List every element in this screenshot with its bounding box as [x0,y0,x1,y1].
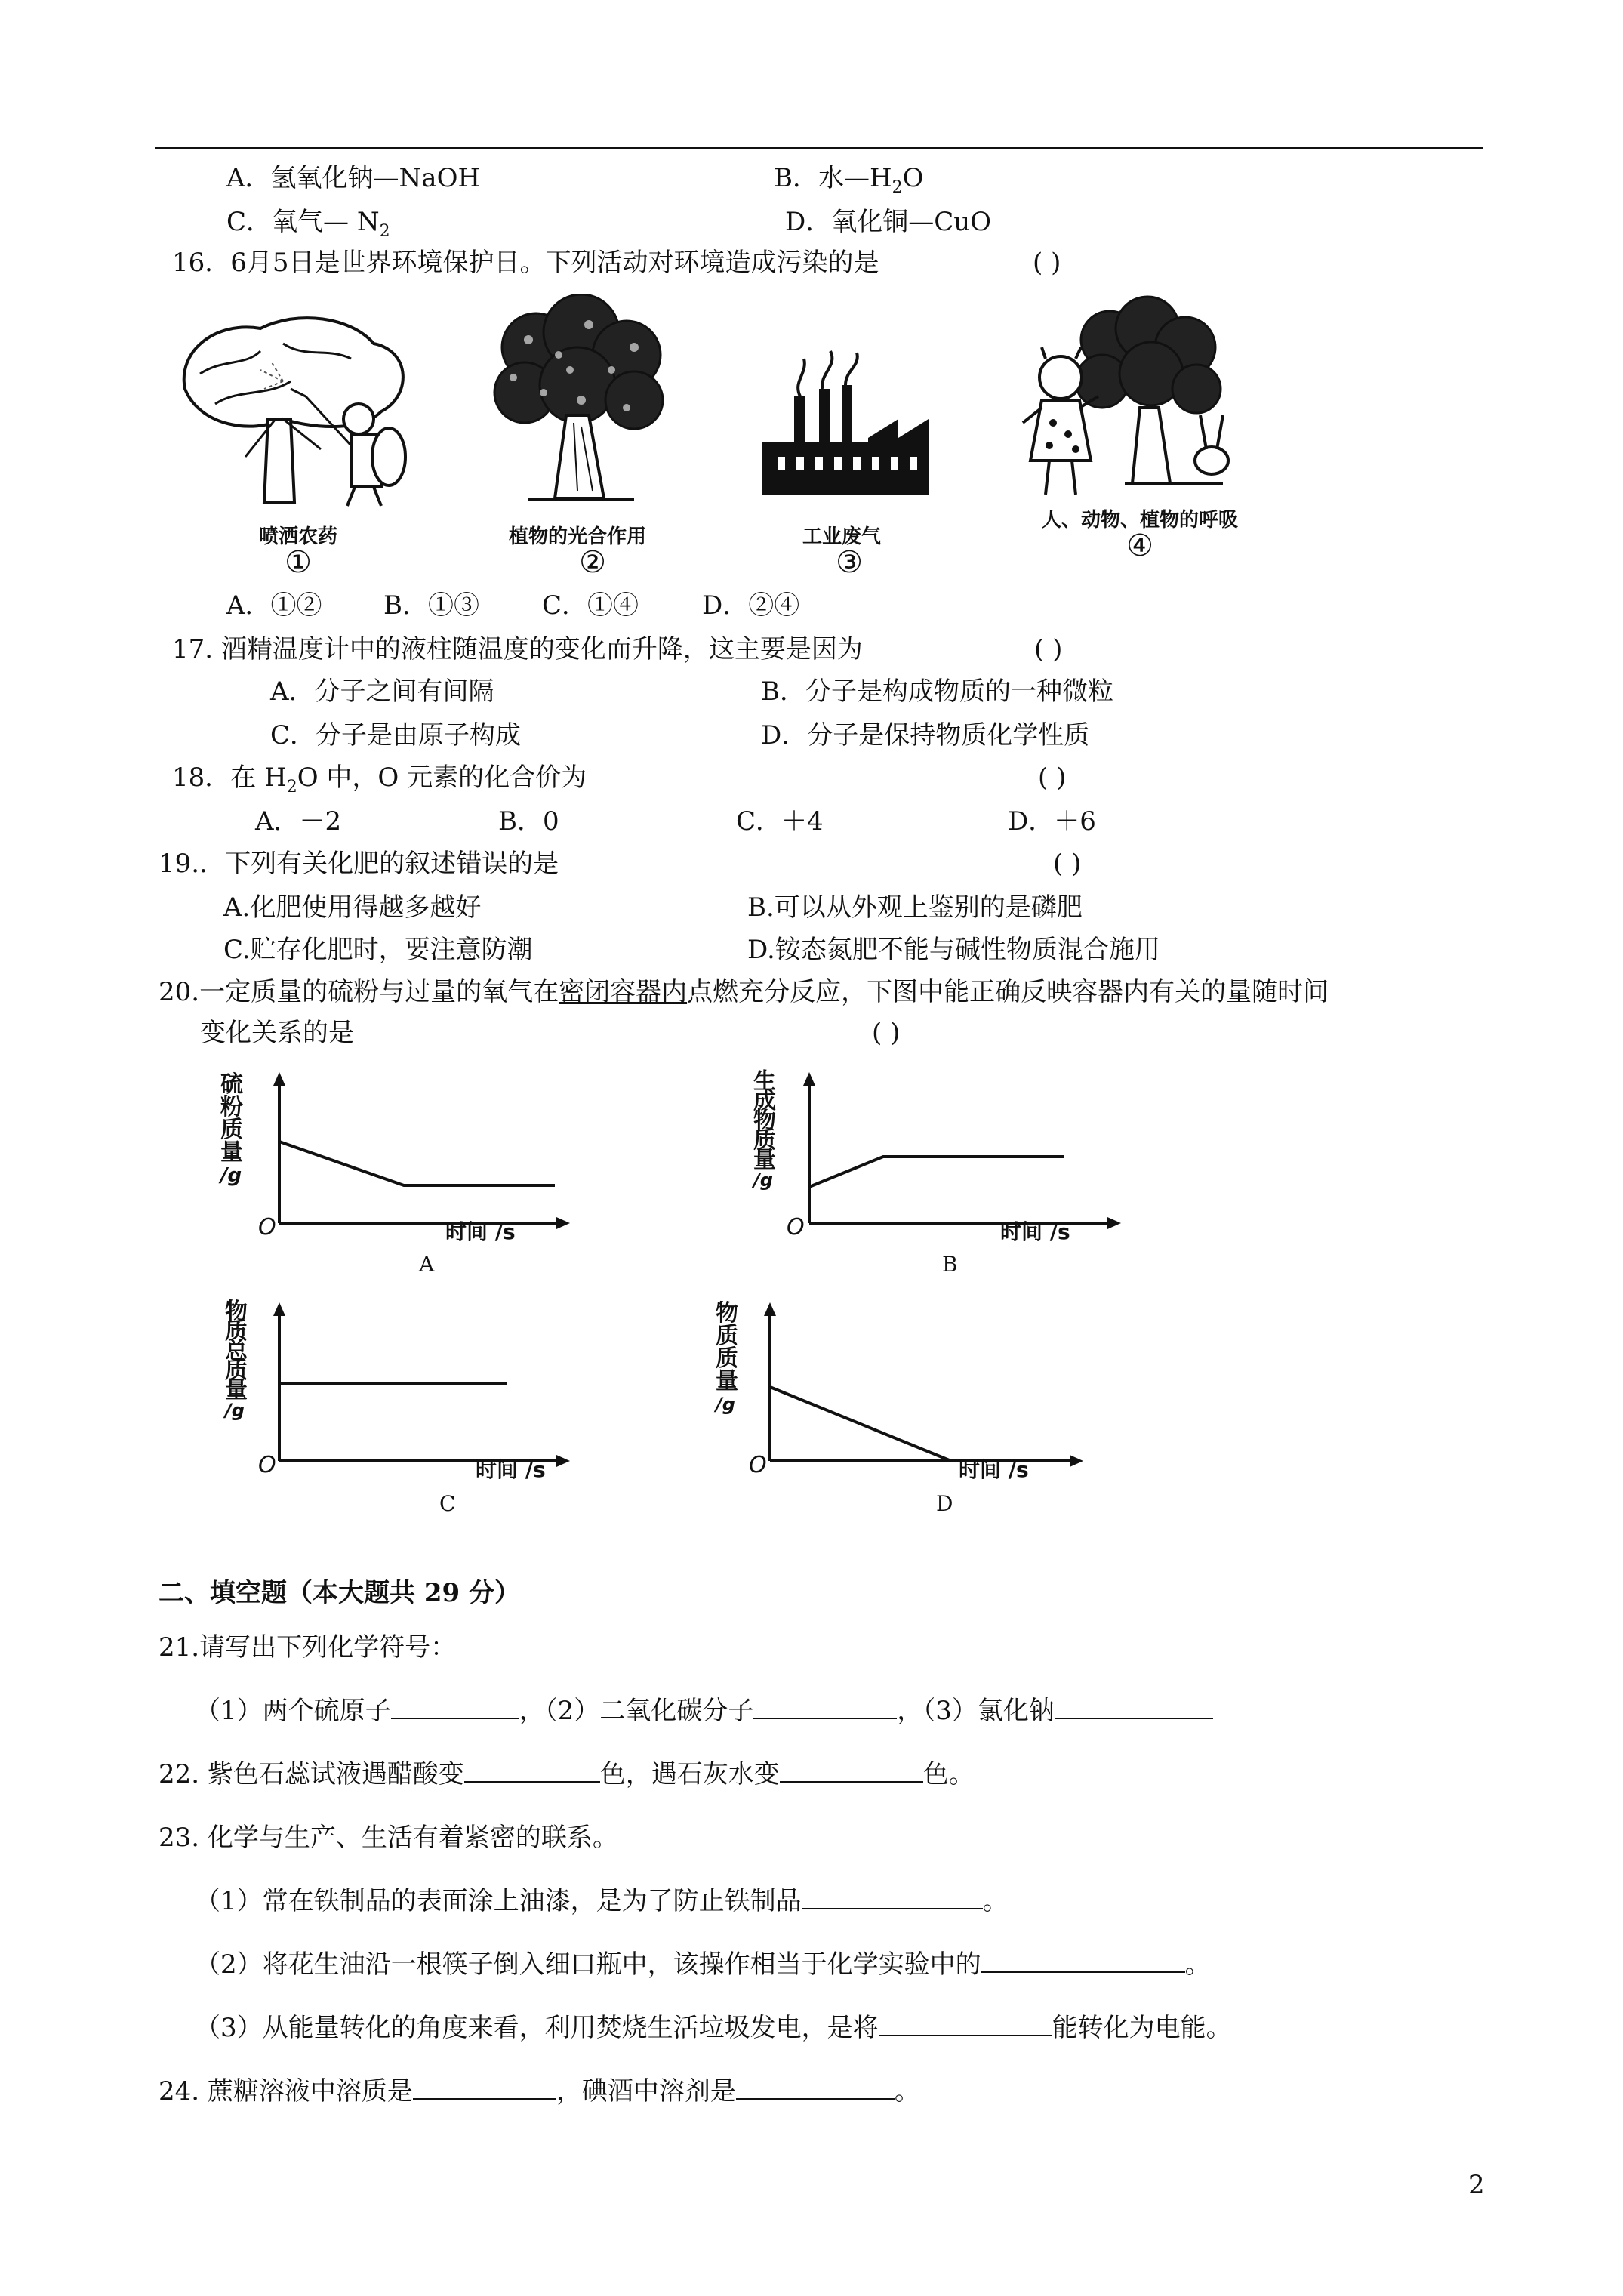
graph-c-ylabel: 物 质 总 质 量 /g [225,1299,248,1421]
q17-option-b: B．分子是构成物质的一种微粒 [761,676,1113,707]
q16-option-a: A．①② [226,590,322,621]
q23-item-3: （3）从能量转化的角度来看，利用焚烧生活垃圾发电，是将 能转化为电能。 [195,2013,1232,2043]
q22-blank-2[interactable] [780,1758,923,1783]
q16-stem: 16．6月5日是世界环境保护日。下列活动对环境造成污染的是 [172,248,879,278]
q23-blank-2[interactable] [981,1949,1185,1973]
q15-option-c: C．氧气— $N_2$ [226,207,390,241]
graph-b-plot [747,1068,1140,1253]
pesticide-spraying-picture [170,306,427,510]
graph-c-label: C [439,1491,456,1516]
graph-c-xlabel: 时间 /s [476,1457,546,1482]
respiration-picture [1019,294,1246,502]
q20-answer-paren: ( ) [872,1018,901,1048]
q19-option-c: C.贮存化肥时，要注意防潮 [223,935,533,965]
q15-option-b: B．水$—H_2O$ [774,163,924,197]
graph-a-ylabel: 硫 粉 质 量 /g [220,1071,243,1187]
graph-b-xlabel: 时间 /s [1000,1219,1070,1244]
picture-4-number: ④ [1126,529,1153,563]
q16-option-c: C．①④ [542,590,639,621]
graph-a-xlabel: 时间 /s [445,1219,516,1244]
q24-blank-1[interactable] [413,2076,556,2100]
graph-d-plot [710,1302,1102,1484]
graph-d-ylabel: 物 质 质 量 /g [716,1300,738,1415]
q18-stem: 18．在 $H_2O$ 中，O 元素的化合价为 [172,763,587,797]
q15-option-d: D．氧化铜—CuO [785,207,992,237]
q17-option-d: D．分子是保持物质化学性质 [761,720,1090,750]
graph-c-origin: O [258,1452,276,1478]
picture-2-caption: 植物的光合作用 [508,525,646,548]
q19-stem: 19.．下列有关化肥的叙述错误的是 [159,849,559,879]
graph-a [219,1072,574,1284]
section-2-title: 二、填空题（本大题共 29 分） [159,1578,520,1608]
q22-line: 22. 紫色石蕊试液遇醋酸变 色，遇石灰水变 色。 [159,1759,975,1789]
q19-option-a: A.化肥使用得越多越好 [223,892,482,923]
q18-option-a: A．－2 [255,806,342,837]
graph-b [747,1068,1140,1284]
q15-option-a: A．氢氧化钠—NaOH [226,163,481,193]
q19-answer-paren: ( ) [1053,849,1082,879]
q16-option-d: D．②④ [702,590,800,621]
q17-stem: 17. 酒精温度计中的液柱随温度的变化而升降，这主要是因为 [172,634,863,664]
graph-d [710,1302,1102,1514]
picture-1-caption: 喷洒农药 [258,525,337,548]
q21-blank-1[interactable] [391,1695,519,1719]
graph-b-label: B [942,1252,958,1277]
q16-answer-paren: ( ) [1033,248,1061,278]
page-number: 2 [1468,2170,1485,2200]
q17-answer-paren: ( ) [1034,634,1063,664]
q21-line: （1）两个硫原子 ，（2）二氧化碳分子 ，（3）氯化钠 [195,1694,1213,1727]
graph-d-xlabel: 时间 /s [959,1457,1029,1482]
q21-blank-3[interactable] [1055,1695,1213,1719]
picture-2-number: ② [579,545,606,580]
q17-option-c: C．分子是由原子构成 [270,720,522,750]
q24-line: 24. 蔗糖溶液中溶质是 ，碘酒中溶剂是 。 [159,2076,920,2106]
q23-blank-1[interactable] [802,1885,983,1909]
q21-blank-2[interactable] [753,1695,897,1719]
q19-option-d: D.铵态氮肥不能与碱性物质混合施用 [747,935,1160,965]
q24-blank-2[interactable] [736,2076,895,2100]
graph-c [219,1299,596,1516]
q20-stem-line1: 20.一定质量的硫粉与过量的氧气在密闭容器内点燃充分反应，下图中能正确反映容器内有关的量随时间 [159,977,1329,1007]
picture-4-caption: 人、动物、植物的呼吸 [1041,509,1238,532]
q19-option-b: B.可以从外观上鉴别的是磷肥 [747,892,1083,923]
q23-item-2: （2）将花生油沿一根筷子倒入细口瓶中，该操作相当于化学实验中的 。 [195,1949,1211,1980]
q18-option-c: C．＋4 [736,806,824,837]
graph-d-label: D [936,1491,953,1516]
graph-a-origin: O [258,1214,276,1240]
picture-1-number: ① [285,545,312,580]
picture-3-caption: 工业废气 [802,525,881,548]
q23-blank-3[interactable] [879,2012,1052,2036]
picture-3-number: ③ [836,545,863,580]
q20-stem-line2: 变化关系的是 [200,1018,354,1048]
graph-a-label: A [419,1252,435,1277]
q23-item-1: （1）常在铁制品的表面涂上油漆，是为了防止铁制品 。 [195,1886,1009,1916]
q18-answer-paren: ( ) [1038,763,1067,793]
graph-d-origin: O [749,1452,767,1478]
header-rule [155,147,1483,149]
graph-b-origin: O [787,1214,805,1240]
industrial-exhaust-picture [747,344,936,502]
q16-option-b: B．①③ [383,590,479,621]
q23-stem: 23. 化学与生产、生活有着紧密的联系。 [159,1823,618,1853]
q18-option-d: D．＋6 [1008,806,1096,837]
q22-blank-1[interactable] [464,1758,600,1783]
graph-b-ylabel: 生 成 物 质 量 /g [753,1068,776,1191]
photosynthesis-tree-picture [483,294,672,510]
q21-stem: 21.请写出下列化学符号： [159,1632,457,1663]
q18-option-b: B．0 [498,806,559,837]
q17-option-a: A．分子之间有间隔 [270,676,494,707]
